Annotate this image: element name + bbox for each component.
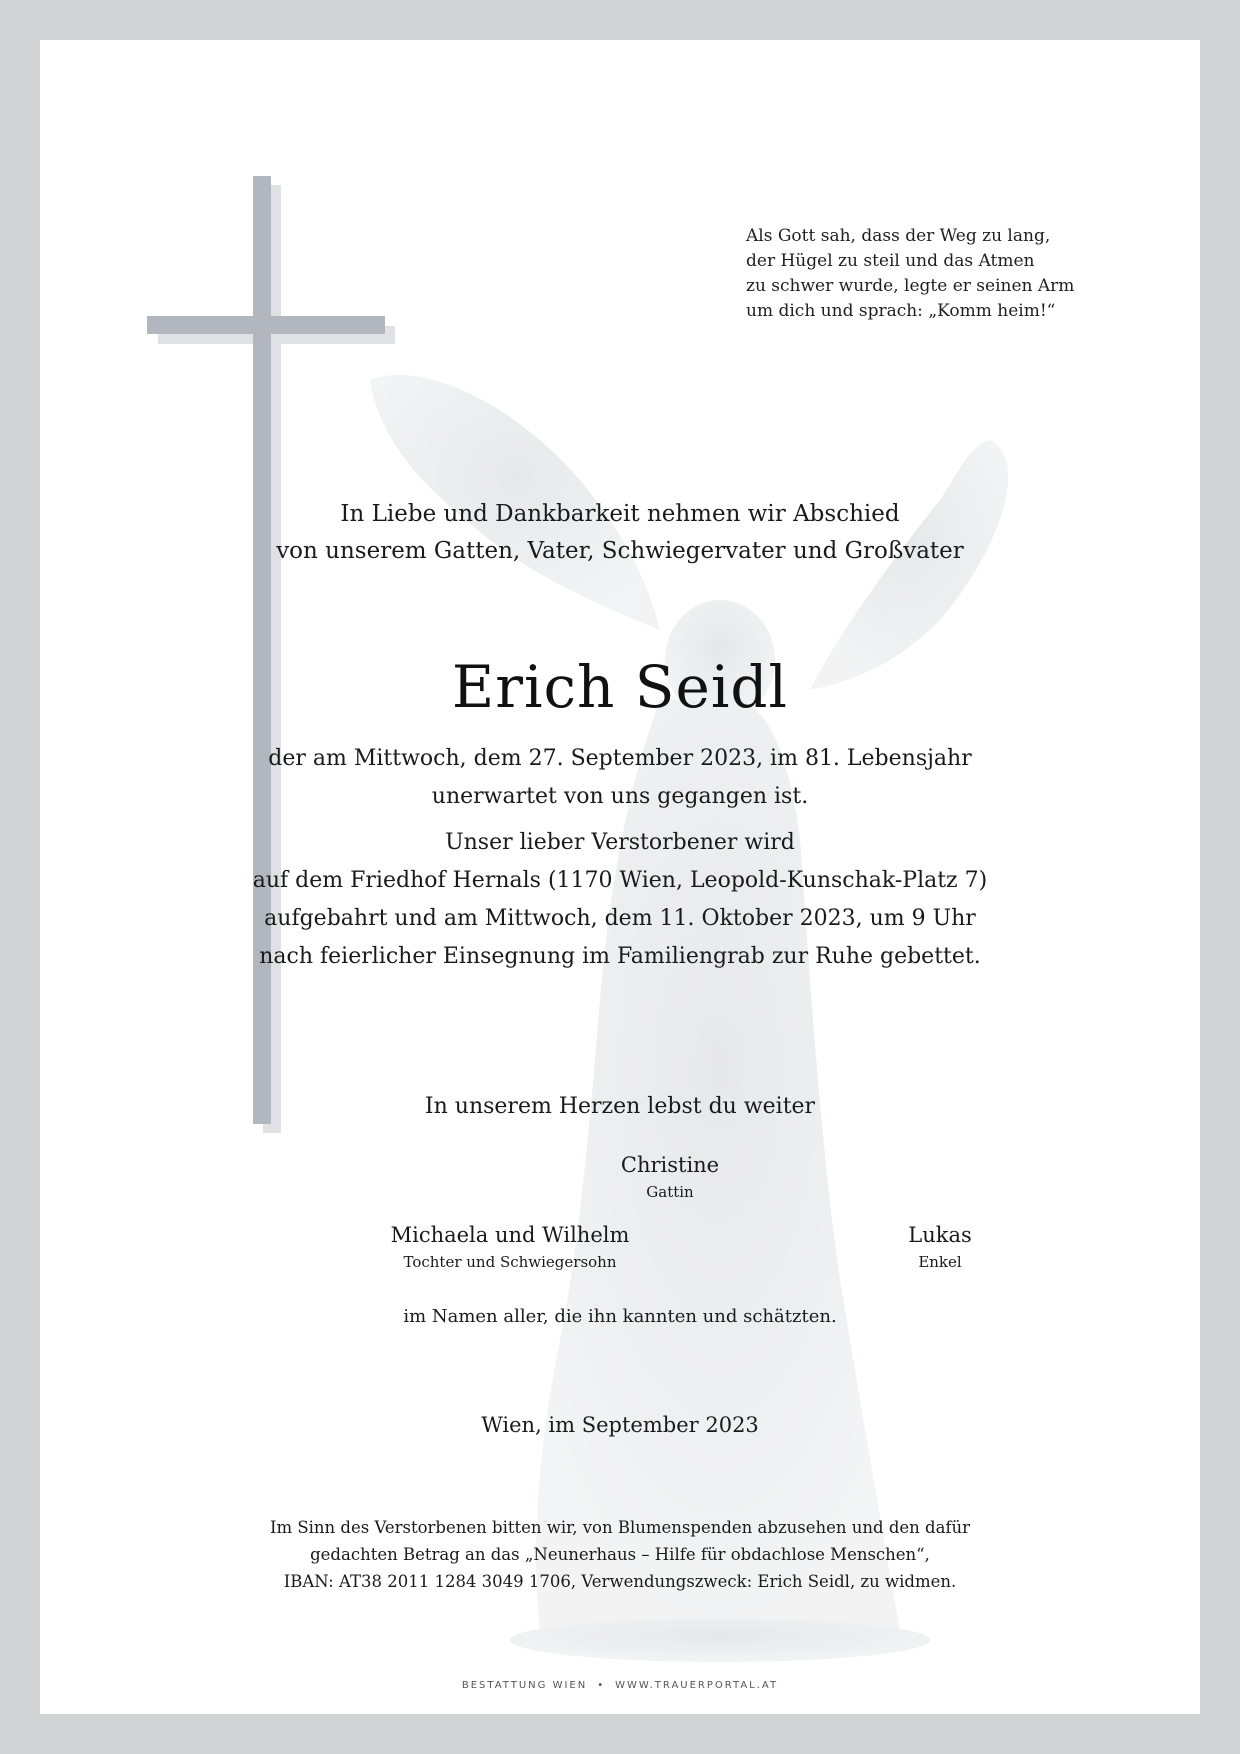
funeral-line: aufgebahrt und am Mittwoch, dem 11. Oktober 2023, um 9 Uhr [264,906,976,931]
mourner-role: Gattin [646,1183,694,1201]
funeral-details [40,824,1200,976]
on-behalf-line: im Namen aller, die ihn kannten und schätzten. [403,1306,837,1327]
footer-website-link[interactable]: WWW.TRAUERPORTAL.AT [615,1680,779,1691]
mourner-role: Enkel [918,1253,962,1271]
intro-line: In Liebe und Dankbarkeit nehmen wir Abschied [340,501,900,527]
death-line: der am Mittwoch, dem 27. September 2023, im 81. Lebensjahr [268,746,972,771]
cross-icon-horizontal-beam [147,316,385,334]
poem-quote [746,224,1146,324]
funeral-line: nach feierlicher Einsegnung im Familiengrab zur Ruhe gebettet. [259,944,981,969]
quote-line: um dich und sprach: „Komm heim!“ [746,301,1056,321]
footer-company: BESTATTUNG WIEN [461,1680,588,1691]
mourner-grandson [870,1220,1010,1274]
donation-line: IBAN: AT38 2011 1284 3049 1706, Verwendungszweck: Erich Seidl, zu widmen. [283,1572,957,1591]
funeral-line: auf dem Friedhof Hernals (1170 Wien, Leopold-Kunschak-Platz 7) [252,868,988,893]
mourner-spouse [570,1150,770,1204]
death-announcement [40,740,1200,816]
quote-line: Als Gott sah, dass der Weg zu lang, [746,226,1051,246]
deceased-name: Erich Seidl [451,653,789,721]
mourner-name: Michaela und Wilhelm [390,1223,630,1247]
place-date: Wien, im September 2023 [481,1413,759,1437]
quote-line: zu schwer wurde, legte er seinen Arm [746,276,1075,296]
donation-line: gedachten Betrag an das „Neunerhaus – Hilfe für obdachlose Menschen“, [310,1545,930,1564]
mourner-role: Tochter und Schwiegersohn [403,1253,617,1271]
footer [40,1680,1200,1691]
footer-separator: • [597,1680,606,1691]
donation-line: Im Sinn des Verstorbenen bitten wir, von Blumenspenden abzusehen und den dafür [269,1518,971,1537]
remembrance-line: In unserem Herzen lebst du weiter [424,1094,816,1119]
intro-line: von unserem Gatten, Vater, Schwiegervater und Großvater [276,538,964,564]
donation-request [40,1514,1200,1595]
mourner-daughter [370,1220,650,1274]
death-line: unerwartet von uns gegangen ist. [431,784,809,809]
mourner-name: Lukas [908,1223,972,1247]
death-notice-sheet [40,40,1200,1714]
quote-line: der Hügel zu steil und das Atmen [746,251,1035,271]
mourner-name: Christine [620,1153,720,1177]
farewell-intro [40,496,1200,570]
funeral-line: Unser lieber Verstorbener wird [445,830,795,855]
